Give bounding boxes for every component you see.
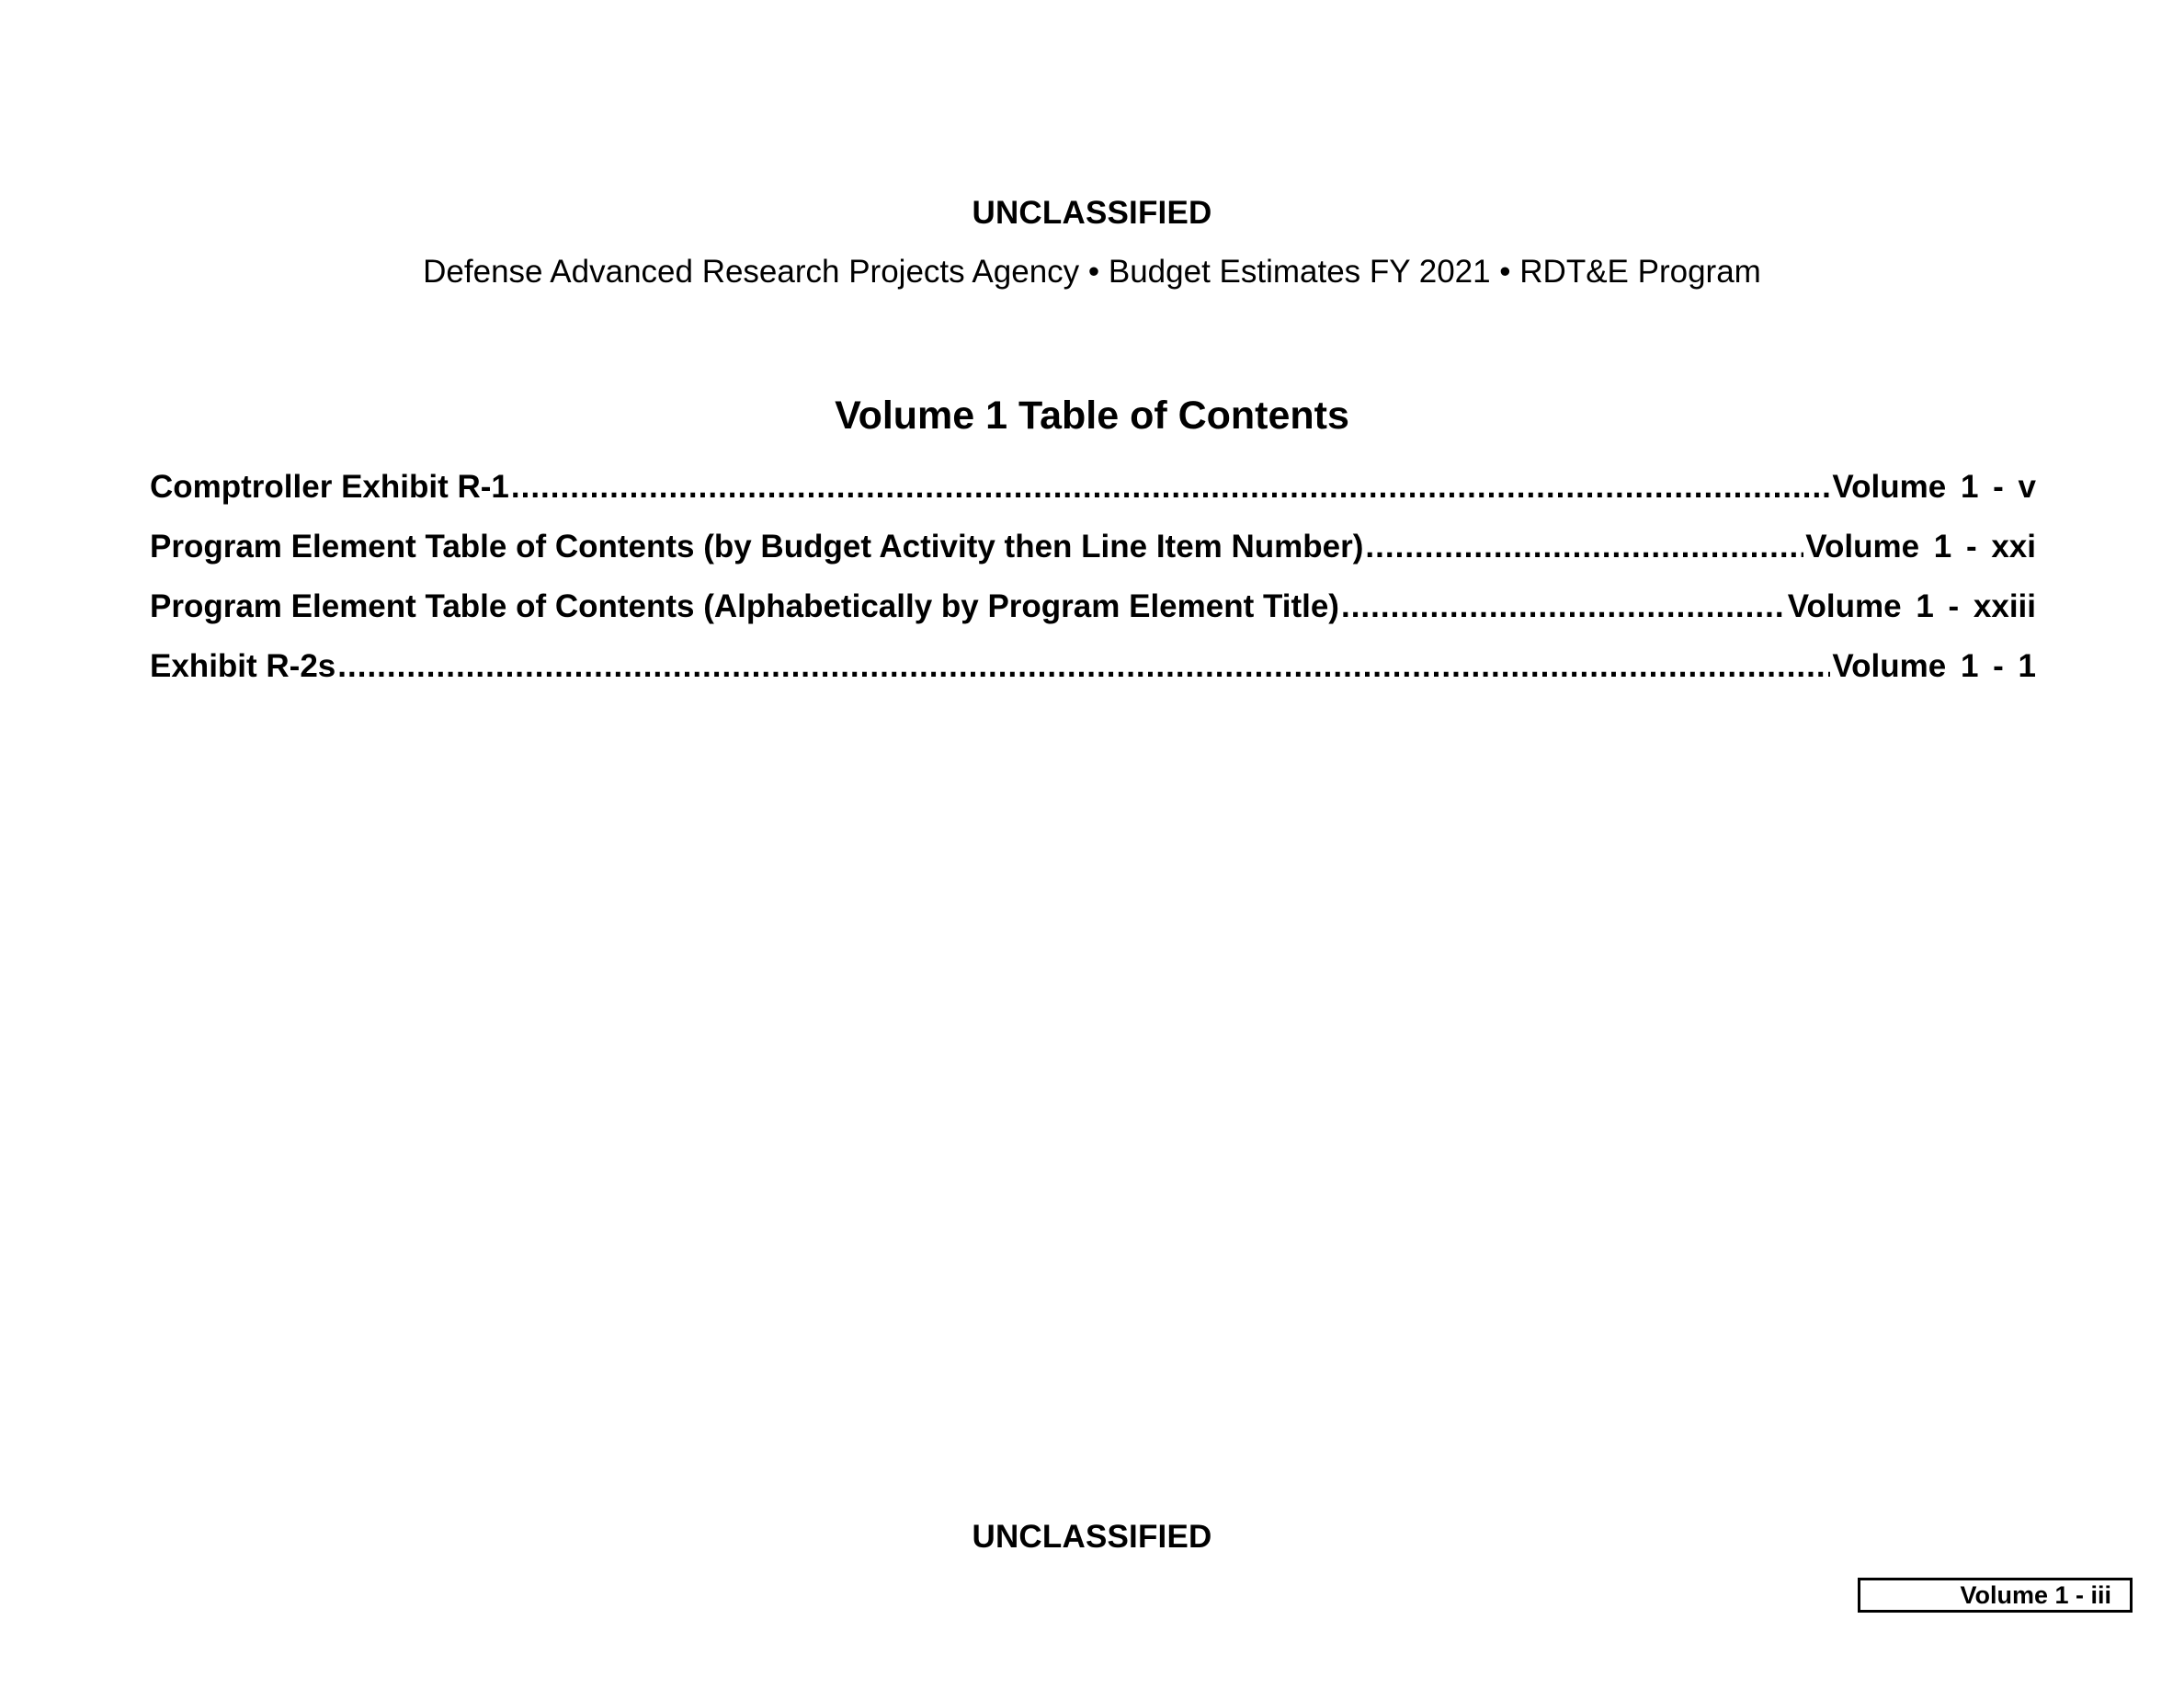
toc-dot-leader <box>337 648 1830 685</box>
toc-entry-page: Volume 1 - v <box>1832 469 2036 505</box>
toc-entry-label: Program Element Table of Contents (by Budget Activity then Line Item Number) <box>150 529 1364 565</box>
toc-entry-label: Comptroller Exhibit R-1 <box>150 469 509 505</box>
top-classification-marking: UNCLASSIFIED <box>972 195 1212 231</box>
toc-entry-label: Exhibit R-2s <box>150 648 336 684</box>
toc-title: Volume 1 Table of Contents <box>835 393 1349 438</box>
toc-entry-page: Volume 1 - xxi <box>1805 529 2036 565</box>
toc-entry-page: Volume 1 - 1 <box>1832 648 2036 684</box>
toc-entry-comptroller-exhibit-r1[interactable] <box>150 469 2036 529</box>
bottom-classification-marking: UNCLASSIFIED <box>972 1519 1212 1555</box>
toc-entry-pe-by-budget-activity[interactable] <box>150 529 2036 588</box>
toc-entry-label: Program Element Table of Contents (Alphabetically by Program Element Title) <box>150 588 1339 624</box>
toc-dot-leader <box>1365 529 1803 565</box>
document-subtitle: Defense Advanced Research Projects Agency • Budget Estimates FY 2021 • RDT&E Program <box>423 254 1761 290</box>
toc-entry-page: Volume 1 - xxiii <box>1787 588 2036 624</box>
toc-dot-leader <box>511 469 1831 506</box>
toc-entry-exhibit-r2s[interactable] <box>150 648 2036 708</box>
toc-dot-leader <box>1341 588 1786 625</box>
page-number-box: Volume 1 - iii <box>1858 1578 2133 1613</box>
toc-list <box>150 469 2036 708</box>
toc-entry-pe-alphabetical[interactable] <box>150 588 2036 648</box>
